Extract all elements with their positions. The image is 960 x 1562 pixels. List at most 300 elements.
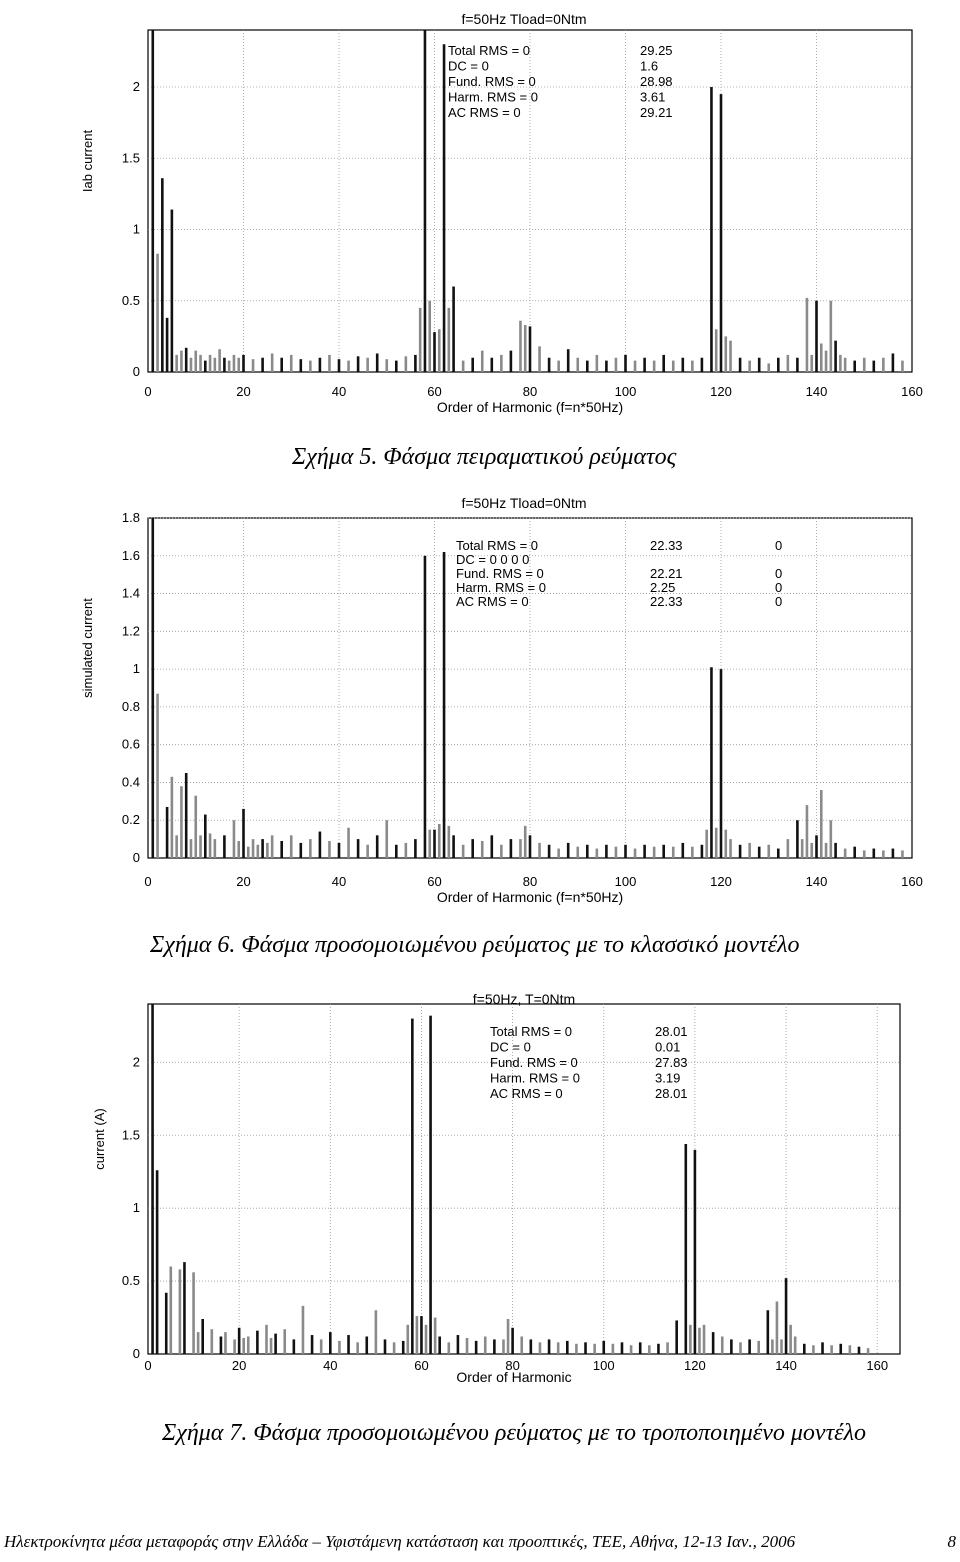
x-tick-label: 60 xyxy=(427,874,442,889)
harmonic-bar xyxy=(538,843,541,858)
x-tick-label: 0 xyxy=(144,384,152,399)
y-tick-label: 1 xyxy=(132,1200,140,1216)
harmonic-bar xyxy=(596,355,599,372)
harmonic-bar xyxy=(849,1345,852,1354)
harmonic-bar xyxy=(586,845,589,858)
harmonic-bar xyxy=(280,841,283,858)
page-footer xyxy=(4,1532,956,1552)
harmonic-bar xyxy=(863,850,866,858)
harmonic-bar xyxy=(796,358,799,372)
harmonic-bar xyxy=(882,358,885,372)
harmonic-bar xyxy=(252,359,255,372)
stats-label: AC RMS = 0 xyxy=(456,594,529,609)
stats-label: Total RMS = 0 xyxy=(456,538,539,553)
y-tick-label: 0 xyxy=(132,850,140,865)
stats-value: 0.01 xyxy=(655,1039,681,1055)
caption-figure-6: Σχήμα 6. Φάσμα προσομοιωμένου ρεύματος με το κλασσικό μοντέλο xyxy=(150,932,800,958)
harmonic-bar xyxy=(190,839,193,858)
harmonic-bar xyxy=(151,518,154,858)
stats-value: 3.19 xyxy=(655,1070,681,1086)
harmonic-bar xyxy=(171,777,174,858)
harmonic-bar xyxy=(748,1339,751,1354)
harmonic-bar xyxy=(190,358,193,372)
stats-value-secondary: 0 xyxy=(775,566,783,581)
x-tick-label: 80 xyxy=(522,874,538,889)
harmonic-bar xyxy=(434,1318,437,1354)
harmonic-bar xyxy=(448,826,451,858)
harmonic-bar xyxy=(567,349,570,372)
harmonic-bar xyxy=(493,1339,496,1354)
harmonic-bar xyxy=(242,1338,245,1354)
page-number: 8 xyxy=(947,1532,956,1551)
harmonic-bar xyxy=(491,358,494,372)
harmonic-bar xyxy=(520,1337,523,1355)
chart-experimental-current xyxy=(0,0,960,430)
harmonic-bar xyxy=(271,835,274,858)
y-tick-label: 1 xyxy=(132,221,140,237)
harmonic-bar xyxy=(539,1342,542,1354)
harmonic-bar xyxy=(596,849,599,858)
harmonic-bar xyxy=(615,358,618,372)
chart-svg xyxy=(0,982,960,1402)
harmonic-bar xyxy=(438,329,441,372)
stats-value: 22.33 xyxy=(650,594,683,609)
harmonic-bar xyxy=(257,845,260,858)
stats-value-secondary: 0 xyxy=(775,538,783,553)
x-tick-label: 80 xyxy=(505,1358,520,1373)
harmonic-bar xyxy=(787,355,790,372)
harmonic-bar xyxy=(199,355,202,372)
x-tick-label: 60 xyxy=(414,1358,429,1373)
harmonic-bar xyxy=(211,1329,214,1354)
harmonic-bar xyxy=(266,843,269,858)
harmonic-bar xyxy=(705,830,708,858)
harmonic-bar xyxy=(758,358,761,372)
harmonic-bar xyxy=(748,361,751,372)
harmonic-bar xyxy=(237,841,240,858)
x-tick-label: 40 xyxy=(323,1358,338,1373)
harmonic-bar xyxy=(691,361,694,372)
harmonic-bar xyxy=(357,839,360,858)
harmonic-bar xyxy=(682,843,685,858)
y-tick-label: 1.6 xyxy=(121,547,140,563)
y-tick-label: 1.2 xyxy=(121,623,140,639)
y-tick-label: 0.5 xyxy=(121,1273,140,1289)
harmonic-bar xyxy=(424,556,427,858)
harmonic-bar xyxy=(466,1338,469,1354)
harmonic-bar xyxy=(720,94,723,372)
harmonic-bar xyxy=(666,1342,669,1354)
harmonic-bar xyxy=(462,361,465,372)
harmonic-bar xyxy=(648,1345,651,1354)
harmonic-bar xyxy=(510,351,513,372)
harmonic-bar xyxy=(165,1293,168,1354)
harmonic-bar xyxy=(684,1144,687,1354)
harmonic-bar xyxy=(166,807,169,858)
harmonic-bar xyxy=(365,1337,368,1355)
harmonic-bar xyxy=(347,828,350,858)
chart-title: f=50Hz Tload=0Ntm xyxy=(461,11,587,27)
harmonic-bar xyxy=(233,820,236,858)
harmonic-bar xyxy=(293,1339,296,1354)
y-tick-label: 1.4 xyxy=(121,585,140,601)
harmonic-bar xyxy=(524,826,527,858)
stats-value: 28.01 xyxy=(655,1086,688,1101)
harmonic-bar xyxy=(682,358,685,372)
x-tick-label: 100 xyxy=(592,1358,615,1373)
harmonic-bar xyxy=(557,361,560,372)
harmonic-bar xyxy=(183,1262,186,1354)
y-tick-label: 0 xyxy=(132,1346,140,1361)
harmonic-bar xyxy=(156,694,159,858)
harmonic-bar xyxy=(247,1337,250,1355)
stats-label: Harm. RMS = 0 xyxy=(448,89,538,105)
harmonic-bar xyxy=(280,358,283,372)
harmonic-bar xyxy=(810,843,813,858)
harmonic-bar xyxy=(662,845,665,858)
harmonic-bar xyxy=(375,1310,378,1354)
harmonic-bar xyxy=(261,839,264,858)
chart-svg xyxy=(0,484,960,914)
harmonic-bar xyxy=(414,839,417,858)
harmonic-bar xyxy=(624,355,627,372)
harmonic-bar xyxy=(858,1347,861,1354)
stats-label: DC = 0 xyxy=(490,1039,531,1055)
y-tick-label: 0 xyxy=(132,364,140,379)
harmonic-bar xyxy=(698,1328,701,1354)
harmonic-bar xyxy=(385,820,388,858)
harmonic-bar xyxy=(338,359,341,372)
harmonic-bar xyxy=(557,849,560,858)
stats-value: 22.21 xyxy=(650,566,683,581)
harmonic-bar xyxy=(789,1325,792,1354)
harmonic-bar xyxy=(218,349,221,372)
harmonic-bar xyxy=(247,847,250,858)
harmonic-bar xyxy=(300,843,303,858)
harmonic-bar xyxy=(223,358,226,372)
x-tick-label: 100 xyxy=(614,874,637,889)
x-tick-label: 20 xyxy=(231,1358,247,1373)
x-axis-label: Order of Harmonic xyxy=(456,1369,572,1385)
stats-label: Fund. RMS = 0 xyxy=(490,1055,578,1070)
harmonic-bar xyxy=(739,358,742,372)
harmonic-bar xyxy=(748,843,751,858)
harmonic-bar xyxy=(724,830,727,858)
harmonic-bar xyxy=(853,361,856,372)
caption-figure-5: Σχήμα 5. Φάσμα πειραματικού ρεύματος xyxy=(292,444,677,470)
harmonic-bar xyxy=(424,30,427,372)
harmonic-bar xyxy=(510,839,513,858)
harmonic-bar xyxy=(810,355,813,372)
stats-value: 2.25 xyxy=(650,580,676,595)
harmonic-bar xyxy=(882,850,885,858)
harmonic-bar xyxy=(192,1272,195,1354)
harmonic-bar xyxy=(767,845,770,858)
harmonic-bar xyxy=(634,849,637,858)
stats-label: Harm. RMS = 0 xyxy=(490,1070,580,1086)
harmonic-bar xyxy=(519,839,522,858)
harmonic-bar xyxy=(739,845,742,858)
y-tick-label: 0.6 xyxy=(121,736,140,752)
harmonic-bar xyxy=(796,820,799,858)
harmonic-bar xyxy=(405,843,408,858)
harmonic-bar xyxy=(675,1320,678,1354)
harmonic-bar xyxy=(806,298,809,372)
harmonic-bar xyxy=(653,847,656,858)
harmonic-bar xyxy=(338,1341,341,1354)
y-tick-label: 0.5 xyxy=(121,292,140,308)
harmonic-bar xyxy=(767,363,770,372)
x-tick-label: 140 xyxy=(805,874,828,889)
harmonic-bar xyxy=(438,1337,441,1355)
harmonic-bar xyxy=(630,1345,633,1354)
harmonic-bar xyxy=(530,1339,533,1354)
harmonic-bar xyxy=(500,355,503,372)
harmonic-bar xyxy=(576,358,579,372)
harmonic-bar xyxy=(438,824,441,858)
y-axis-label: Iab current xyxy=(80,129,95,193)
harmonic-bar xyxy=(156,254,159,372)
x-tick-label: 120 xyxy=(710,874,732,889)
harmonic-bar xyxy=(529,326,532,372)
harmonic-bar xyxy=(825,843,828,858)
harmonic-bar xyxy=(406,1325,409,1354)
harmonic-bar xyxy=(689,1325,692,1354)
harmonic-bar xyxy=(662,355,665,372)
harmonic-bar xyxy=(175,355,178,372)
harmonic-bar xyxy=(812,1345,815,1354)
x-tick-label: 40 xyxy=(331,874,347,889)
stats-label: Total RMS = 0 xyxy=(490,1024,573,1039)
stats-value: 29.25 xyxy=(640,43,673,58)
y-tick-label: 0.4 xyxy=(121,774,140,790)
harmonic-bar xyxy=(151,1004,154,1354)
harmonic-bar xyxy=(376,353,379,372)
stats-value-secondary: 0 xyxy=(775,580,783,595)
harmonic-bar xyxy=(319,358,322,372)
harmonic-bar xyxy=(274,1334,277,1354)
harmonic-bar xyxy=(758,847,761,858)
harmonic-bar xyxy=(575,1344,578,1354)
harmonic-bar xyxy=(867,1348,870,1354)
chart-simulated-current-classic xyxy=(0,484,960,914)
harmonic-bar xyxy=(338,843,341,858)
harmonic-bar xyxy=(156,1170,159,1354)
stats-value: 28.98 xyxy=(640,74,673,89)
harmonic-bar xyxy=(839,355,842,372)
harmonic-bar xyxy=(204,815,207,858)
harmonic-bar xyxy=(694,1150,697,1354)
harmonic-bar xyxy=(356,1342,359,1354)
harmonic-bar xyxy=(548,358,551,372)
harmonic-bar xyxy=(290,355,293,372)
harmonic-bar xyxy=(584,1342,587,1354)
harmonic-bar xyxy=(209,355,212,372)
harmonic-bar xyxy=(794,1337,797,1355)
harmonic-bar xyxy=(238,1328,241,1354)
harmonic-bar xyxy=(524,325,527,372)
x-tick-label: 60 xyxy=(427,384,442,399)
harmonic-bar xyxy=(180,351,183,372)
harmonic-bar xyxy=(776,1302,779,1355)
harmonic-bar xyxy=(175,835,178,858)
x-tick-label: 20 xyxy=(236,874,251,889)
harmonic-bar xyxy=(201,1319,204,1354)
harmonic-bar xyxy=(265,1325,268,1354)
harmonic-bar xyxy=(710,667,713,858)
harmonic-bar xyxy=(844,849,847,858)
harmonic-bar xyxy=(901,361,904,372)
harmonic-bar xyxy=(602,1341,605,1354)
harmonic-bar xyxy=(502,1339,505,1354)
harmonic-bar xyxy=(420,1316,423,1354)
harmonic-bar xyxy=(271,353,274,372)
harmonic-bar xyxy=(701,845,704,858)
harmonic-bar xyxy=(621,1342,624,1354)
harmonic-bar xyxy=(228,361,231,372)
harmonic-bar xyxy=(605,361,608,372)
y-tick-label: 1.5 xyxy=(121,1127,140,1143)
stats-value: 1.6 xyxy=(640,58,659,74)
x-tick-label: 140 xyxy=(805,384,828,399)
stats-label: DC = 0 0 0 0 xyxy=(456,552,530,567)
chart-title: f=50Hz Tload=0Ntm xyxy=(461,495,587,511)
harmonic-bar xyxy=(892,849,895,858)
harmonic-bar xyxy=(256,1331,259,1354)
y-tick-label: 1.5 xyxy=(121,150,140,166)
harmonic-bar xyxy=(411,1019,414,1354)
harmonic-bar xyxy=(567,843,570,858)
chart-simulated-current-modified xyxy=(0,982,960,1402)
harmonic-bar xyxy=(538,346,541,372)
harmonic-bar xyxy=(834,843,837,858)
harmonic-bar xyxy=(548,845,551,858)
caption-figure-7: Σχήμα 7. Φάσμα προσομοιωμένου ρεύματος με το τροποποιημένο μοντέλο xyxy=(162,1420,867,1446)
harmonic-bar xyxy=(448,308,451,372)
harmonic-bar xyxy=(194,796,197,858)
harmonic-bar xyxy=(715,828,718,858)
x-tick-label: 140 xyxy=(775,1358,797,1373)
harmonic-bar xyxy=(270,1338,273,1354)
harmonic-bar xyxy=(643,845,646,858)
stats-value: 3.61 xyxy=(640,89,666,105)
harmonic-bar xyxy=(724,336,727,372)
harmonic-bar xyxy=(821,1342,824,1354)
harmonic-bar xyxy=(548,1339,551,1354)
harmonic-bar xyxy=(757,1341,760,1354)
stats-value: 28.01 xyxy=(655,1024,688,1039)
harmonic-bar xyxy=(443,44,446,372)
harmonic-bar xyxy=(484,1337,487,1355)
harmonic-bar xyxy=(283,1329,286,1354)
harmonic-bar xyxy=(653,361,656,372)
stats-value: 22.33 xyxy=(650,538,683,553)
harmonic-bar xyxy=(801,839,804,858)
harmonic-bar xyxy=(452,835,455,858)
harmonic-bar xyxy=(171,210,174,372)
harmonic-bar xyxy=(428,301,431,372)
harmonic-bar xyxy=(873,849,876,858)
harmonic-bar xyxy=(703,1325,706,1354)
harmonic-bar xyxy=(428,830,431,858)
harmonic-bar xyxy=(169,1267,172,1355)
harmonic-bar xyxy=(419,308,422,372)
harmonic-bar xyxy=(639,1342,642,1354)
harmonic-bar xyxy=(511,1328,514,1354)
chart-title: f=50Hz, T=0Ntm xyxy=(472,991,576,1007)
harmonic-bar xyxy=(672,361,675,372)
harmonic-bar xyxy=(319,832,322,858)
x-tick-label: 160 xyxy=(866,1358,889,1373)
harmonic-bar xyxy=(481,841,484,858)
harmonic-bar xyxy=(815,835,818,858)
harmonic-bar xyxy=(180,786,183,858)
harmonic-bar xyxy=(209,833,212,858)
x-tick-label: 160 xyxy=(901,874,923,889)
y-tick-label: 1.8 xyxy=(121,510,140,525)
harmonic-bar xyxy=(839,1344,842,1354)
harmonic-bar xyxy=(433,830,436,858)
harmonic-bar xyxy=(328,355,331,372)
harmonic-bar xyxy=(803,1344,806,1354)
harmonic-bar xyxy=(720,669,723,858)
harmonic-bar xyxy=(471,839,474,858)
harmonic-bar xyxy=(771,1339,774,1354)
harmonic-bar xyxy=(785,1278,788,1354)
y-axis-label: simulated current xyxy=(80,598,95,698)
stats-value-secondary: 0 xyxy=(775,594,783,609)
harmonic-bar xyxy=(729,341,732,372)
harmonic-bar xyxy=(701,358,704,372)
chart-svg xyxy=(0,0,960,430)
harmonic-bar xyxy=(311,1335,314,1354)
harmonic-bar xyxy=(197,1332,200,1354)
harmonic-bar xyxy=(179,1269,182,1354)
harmonic-bar xyxy=(672,847,675,858)
stats-value: 27.83 xyxy=(655,1055,688,1070)
harmonic-bar xyxy=(730,1339,733,1354)
harmonic-bar xyxy=(612,1344,615,1354)
harmonic-bar xyxy=(830,820,833,858)
x-axis-label: Order of Harmonic (f=n*50Hz) xyxy=(436,889,624,905)
x-tick-label: 0 xyxy=(144,874,152,889)
harmonic-bar xyxy=(237,358,240,372)
harmonic-bar xyxy=(290,835,293,858)
harmonic-bar xyxy=(300,359,303,372)
harmonic-bar xyxy=(576,847,579,858)
harmonic-bar xyxy=(507,1319,510,1354)
x-tick-label: 160 xyxy=(901,384,923,399)
harmonic-bar xyxy=(416,1316,419,1354)
harmonic-bar xyxy=(605,845,608,858)
harmonic-bar xyxy=(566,1341,569,1354)
harmonic-bar xyxy=(320,1339,323,1354)
stats-value: 29.21 xyxy=(640,105,673,120)
harmonic-bar xyxy=(657,1344,660,1354)
x-axis-label: Order of Harmonic (f=n*50Hz) xyxy=(436,399,624,415)
y-tick-label: 1 xyxy=(132,661,140,677)
harmonic-bar xyxy=(806,805,809,858)
harmonic-bar xyxy=(151,30,154,372)
harmonic-bar xyxy=(347,361,350,372)
harmonic-bar xyxy=(233,355,236,372)
harmonic-bar xyxy=(385,359,388,372)
harmonic-bar xyxy=(557,1342,560,1354)
x-tick-label: 40 xyxy=(331,384,347,399)
harmonic-bar xyxy=(844,358,847,372)
harmonic-bar xyxy=(624,845,627,858)
harmonic-bar xyxy=(199,835,202,858)
